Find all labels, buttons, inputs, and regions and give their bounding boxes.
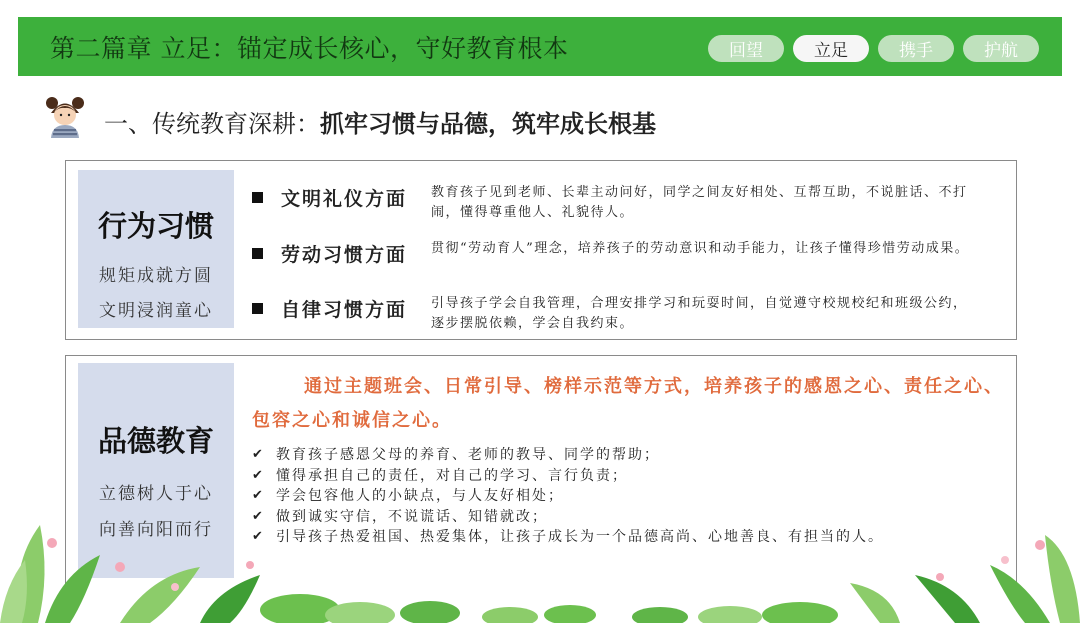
nav-button-escort[interactable]: 护航 [963, 35, 1039, 62]
nav-button-foothold[interactable]: 立足 [793, 35, 869, 62]
habit-label: 劳动习惯方面 [281, 244, 408, 266]
check-icon: ✔ [252, 447, 265, 462]
check-icon: ✔ [252, 488, 265, 503]
habits-side-panel [78, 170, 234, 328]
morality-title: 品德教育 [97, 424, 214, 458]
girl-avatar-icon [44, 92, 86, 138]
square-bullet-icon [252, 192, 263, 203]
habit-desc: 贯彻“劳动育人”理念，培养孩子的劳动意识和动手能力，让孩子懂得珍惜劳动成果。 [431, 241, 970, 256]
check-icon: ✔ [252, 508, 265, 524]
morality-check-list [252, 445, 992, 548]
habit-desc: 教育孩子见到老师、长辈主动问好，同学之间友好相处、互帮互助，不说脏话、不打闹，懂得尊重他人、礼貌待人。 [431, 185, 968, 220]
nav-button-review[interactable]: 回望 [708, 35, 784, 62]
habits-subtitle-1: 规矩成就方圆 [99, 266, 213, 286]
nav-button-together[interactable]: 携手 [878, 35, 954, 62]
habit-row-selfdiscipline [252, 294, 976, 334]
square-bullet-icon [252, 303, 263, 314]
section-title-emphasis: 抓牢习惯与品德，筑牢成长根基 [320, 110, 656, 138]
list-item: ✔ 教育孩子感恩父母的养育、老师的教导、同学的帮助； [252, 445, 992, 466]
morality-subtitle-2: 向善向阳而行 [99, 520, 213, 540]
habit-row-etiquette [252, 183, 976, 223]
morality-side-panel [78, 363, 234, 578]
square-bullet-icon [252, 248, 263, 259]
habits-title: 行为习惯 [97, 209, 214, 243]
header-bar [18, 17, 1062, 76]
check-icon: ✔ [252, 529, 265, 544]
list-item: ✔ 做到诚实守信，不说谎话、知错就改； [252, 507, 992, 528]
habit-label: 自律习惯方面 [281, 299, 408, 321]
morality-card [65, 355, 1017, 584]
list-item: ✔ 引导孩子热爱祖国、热爱集体，让孩子成长为一个品德高尚、心地善良、有担当的人。 [252, 527, 992, 548]
section-title [104, 104, 656, 139]
habit-row-labor [252, 239, 976, 267]
habit-label: 文明礼仪方面 [281, 188, 408, 210]
section-title-prefix: 一、传统教育深耕： [104, 110, 320, 138]
chapter-nav [708, 35, 1039, 62]
habit-desc: 引导孩子学会自我管理，合理安排学习和玩耍时间，自觉遵守校规校纪和班级公约，逐步摆脱依赖，学会自我约束。 [431, 296, 968, 331]
habits-card [65, 160, 1017, 340]
chapter-title: 第二篇章 立足：锚定成长核心，守好教育根本 [50, 34, 569, 63]
list-item: ✔ 学会包容他人的小缺点，与人友好相处； [252, 486, 992, 507]
morality-highlight: 通过主题班会、日常引导、榜样示范等方式，培养孩子的感恩之心、责任之心、包容之心和诚信之心。 [252, 376, 1004, 431]
morality-subtitle-1: 立德树人于心 [99, 484, 213, 504]
check-icon: ✔ [252, 467, 265, 483]
list-item: ✔ 懂得承担自己的责任，对自己的学习、言行负责； [252, 466, 992, 487]
habits-subtitle-2: 文明浸润童心 [99, 301, 213, 321]
